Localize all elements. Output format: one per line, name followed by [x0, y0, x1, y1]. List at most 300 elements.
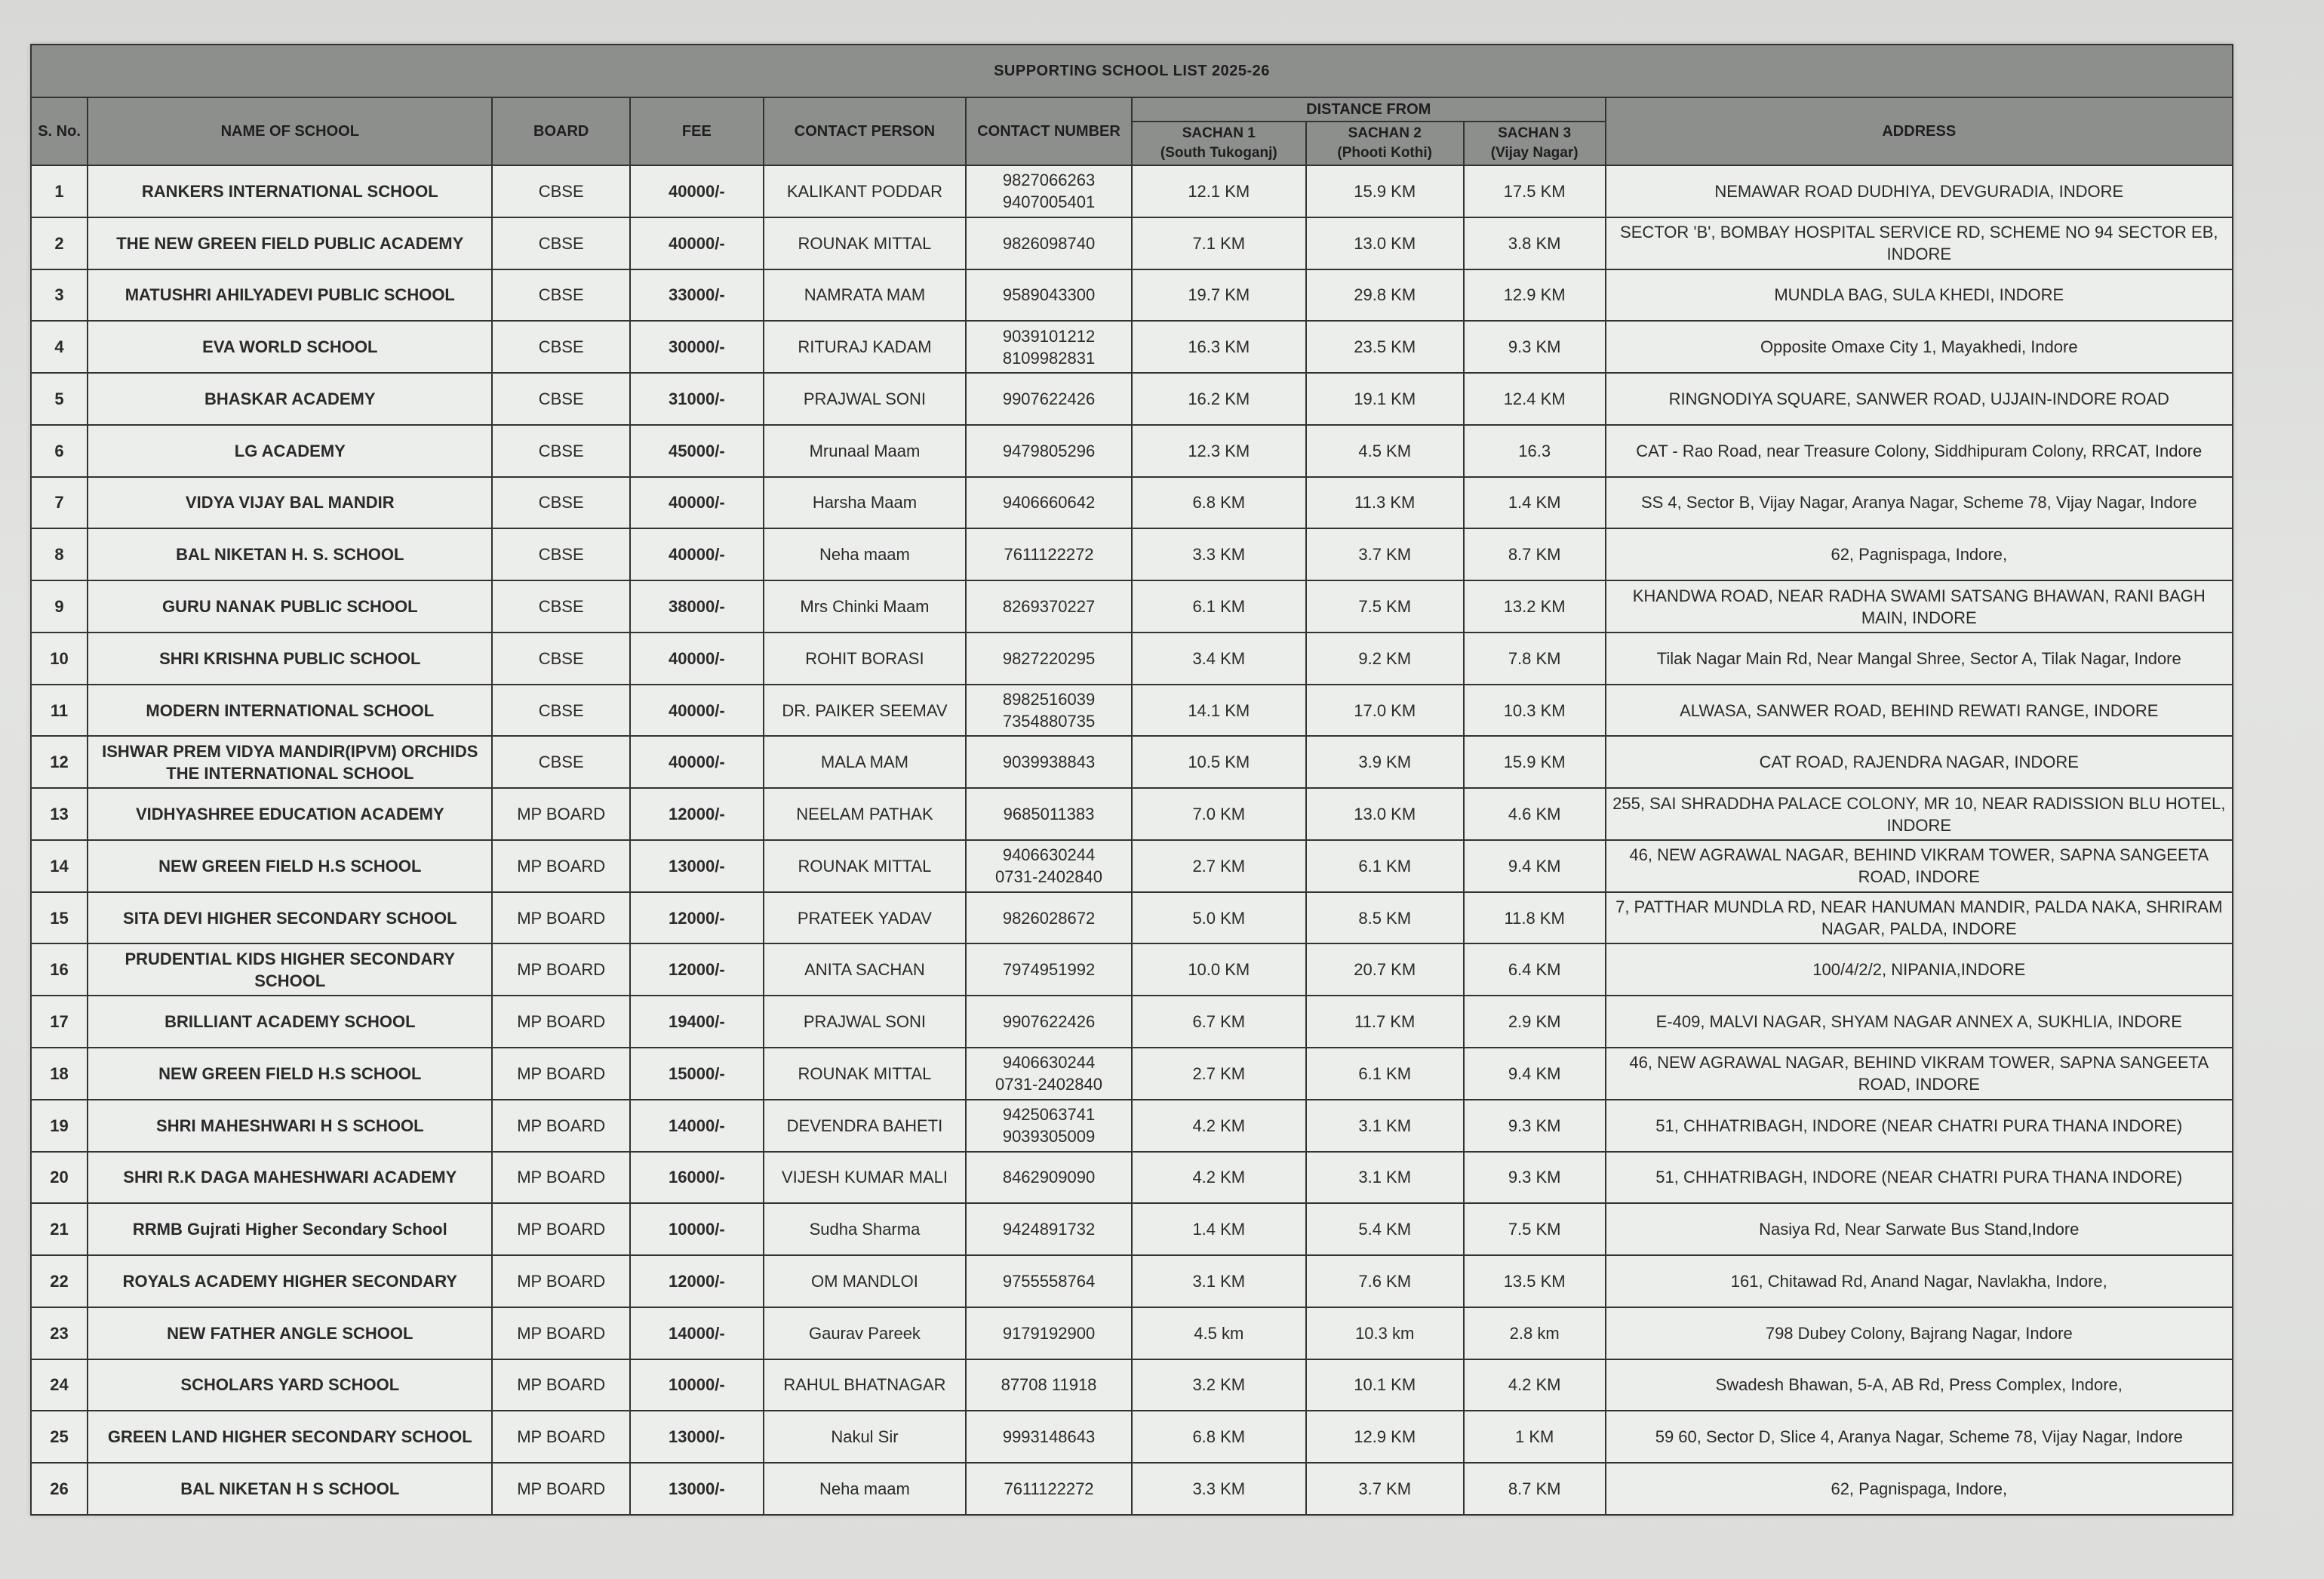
row-address: 46, NEW AGRAWAL NAGAR, BEHIND VIKRAM TOWER, SAPNA SANGEETA ROAD, INDORE — [1606, 840, 2233, 892]
row-distance-sachan1: 19.7 KM — [1132, 269, 1306, 322]
row-distance-sachan2: 13.0 KM — [1306, 217, 1464, 269]
row-contact-person: DR. PAIKER SEEMAV — [764, 685, 966, 737]
row-address: RINGNODIYA SQUARE, SANWER ROAD, UJJAIN-INDORE ROAD — [1606, 373, 2233, 425]
row-board: MP BOARD — [492, 788, 629, 840]
row-distance-sachan1: 4.2 KM — [1132, 1100, 1306, 1152]
row-fee: 10000/- — [630, 1203, 764, 1255]
row-board: MP BOARD — [492, 1307, 629, 1359]
row-school-name: GREEN LAND HIGHER SECONDARY SCHOOL — [88, 1411, 492, 1463]
row-sno: 26 — [31, 1463, 88, 1515]
row-contact-person: PRATEEK YADAV — [764, 892, 966, 944]
row-distance-sachan3: 1.4 KM — [1464, 477, 1606, 529]
row-distance-sachan1: 16.3 KM — [1132, 321, 1306, 373]
row-distance-sachan2: 11.7 KM — [1306, 996, 1464, 1048]
row-distance-sachan1: 3.3 KM — [1132, 1463, 1306, 1515]
row-contact-person: Sudha Sharma — [764, 1203, 966, 1255]
row-address: E-409, MALVI NAGAR, SHYAM NAGAR ANNEX A, SUKHLIA, INDORE — [1606, 996, 2233, 1048]
row-contact-number — [966, 736, 1132, 788]
row-address: Swadesh Bhawan, 5-A, AB Rd, Press Complex, Indore, — [1606, 1359, 2233, 1411]
row-distance-sachan3: 9.3 KM — [1464, 1152, 1606, 1204]
header-sachan1 — [1132, 122, 1306, 165]
row-distance-sachan1: 3.2 KM — [1132, 1359, 1306, 1411]
table-row — [31, 633, 2233, 685]
row-distance-sachan3: 1 KM — [1464, 1411, 1606, 1463]
row-contact-number — [966, 788, 1132, 840]
row-fee: 33000/- — [630, 269, 764, 322]
row-address: 161, Chitawad Rd, Anand Nagar, Navlakha, Indore, — [1606, 1255, 2233, 1307]
row-distance-sachan2: 10.1 KM — [1306, 1359, 1464, 1411]
row-fee: 45000/- — [630, 425, 764, 477]
row-phone-primary: 8462909090 — [1002, 1168, 1096, 1187]
row-address: ALWASA, SANWER ROAD, BEHIND REWATI RANGE, INDORE — [1606, 685, 2233, 737]
row-phone-primary: 9685011383 — [1003, 805, 1095, 824]
row-address: CAT ROAD, RAJENDRA NAGAR, INDORE — [1606, 736, 2233, 788]
row-distance-sachan3: 8.7 KM — [1464, 528, 1606, 580]
row-sno: 14 — [31, 840, 88, 892]
row-distance-sachan3: 7.8 KM — [1464, 633, 1606, 685]
row-distance-sachan3: 7.5 KM — [1464, 1203, 1606, 1255]
row-contact-number — [966, 1463, 1132, 1515]
row-school-name: SHRI R.K DAGA MAHESHWARI ACADEMY — [88, 1152, 492, 1204]
table-row — [31, 892, 2233, 944]
row-contact-person: RITURAJ KADAM — [764, 321, 966, 373]
row-sno: 18 — [31, 1048, 88, 1100]
row-school-name: MODERN INTERNATIONAL SCHOOL — [88, 685, 492, 737]
row-address: CAT - Rao Road, near Treasure Colony, Siddhipuram Colony, RRCAT, Indore — [1606, 425, 2233, 477]
table-row — [31, 996, 2233, 1048]
row-address: 51, CHHATRIBAGH, INDORE (NEAR CHATRI PURA THANA INDORE) — [1606, 1152, 2233, 1204]
header-sachan3-sub: (Vijay Nagar) — [1490, 145, 1579, 161]
header-address: ADDRESS — [1606, 97, 2233, 165]
row-sno: 7 — [31, 477, 88, 529]
row-contact-number — [966, 1152, 1132, 1204]
row-fee: 13000/- — [630, 1411, 764, 1463]
row-address: 46, NEW AGRAWAL NAGAR, BEHIND VIKRAM TOWER, SAPNA SANGEETA ROAD, INDORE — [1606, 1048, 2233, 1100]
row-contact-number — [966, 373, 1132, 425]
row-contact-person: PRAJWAL SONI — [764, 373, 966, 425]
row-phone-primary: 9907622426 — [1002, 1012, 1096, 1032]
row-board: CBSE — [492, 165, 629, 217]
row-distance-sachan2: 7.6 KM — [1306, 1255, 1464, 1307]
row-board: CBSE — [492, 736, 629, 788]
row-contact-person: DEVENDRA BAHETI — [764, 1100, 966, 1152]
row-distance-sachan3: 17.5 KM — [1464, 165, 1606, 217]
row-distance-sachan1: 14.1 KM — [1132, 685, 1306, 737]
row-school-name: NEW GREEN FIELD H.S SCHOOL — [88, 840, 492, 892]
row-school-name: BAL NIKETAN H S SCHOOL — [88, 1463, 492, 1515]
row-school-name: MATUSHRI AHILYADEVI PUBLIC SCHOOL — [88, 269, 492, 322]
row-contact-person: Mrs Chinki Maam — [764, 580, 966, 633]
row-contact-number — [966, 528, 1132, 580]
row-board: CBSE — [492, 425, 629, 477]
table-row — [31, 1255, 2233, 1307]
row-distance-sachan2: 19.1 KM — [1306, 373, 1464, 425]
row-school-name: BAL NIKETAN H. S. SCHOOL — [88, 528, 492, 580]
row-school-name: ROYALS ACADEMY HIGHER SECONDARY — [88, 1255, 492, 1307]
row-distance-sachan2: 13.0 KM — [1306, 788, 1464, 840]
row-distance-sachan3: 3.8 KM — [1464, 217, 1606, 269]
row-contact-number — [966, 217, 1132, 269]
row-distance-sachan1: 5.0 KM — [1132, 892, 1306, 944]
header-name: NAME OF SCHOOL — [88, 97, 492, 165]
table-row — [31, 580, 2233, 633]
row-address: 51, CHHATRIBAGH, INDORE (NEAR CHATRI PURA THANA INDORE) — [1606, 1100, 2233, 1152]
row-distance-sachan1: 2.7 KM — [1132, 1048, 1306, 1100]
row-fee: 40000/- — [630, 217, 764, 269]
table-row — [31, 736, 2233, 788]
row-fee: 30000/- — [630, 321, 764, 373]
row-address: Nasiya Rd, Near Sarwate Bus Stand,Indore — [1606, 1203, 2233, 1255]
row-distance-sachan2: 3.1 KM — [1306, 1152, 1464, 1204]
table-row — [31, 788, 2233, 840]
row-sno: 16 — [31, 943, 88, 996]
row-phone-primary: 7611122272 — [1004, 545, 1094, 565]
row-address: Tilak Nagar Main Rd, Near Mangal Shree, Sector A, Tilak Nagar, Indore — [1606, 633, 2233, 685]
row-board: MP BOARD — [492, 1048, 629, 1100]
row-school-name: VIDHYASHREE EDUCATION ACADEMY — [88, 788, 492, 840]
row-board: CBSE — [492, 373, 629, 425]
row-sno: 24 — [31, 1359, 88, 1411]
row-distance-sachan2: 3.7 KM — [1306, 1463, 1464, 1515]
header-sachan2-sub: (Phooti Kothi) — [1337, 145, 1432, 161]
row-phone-primary: 9039101212 — [1002, 326, 1096, 346]
row-address: 62, Pagnispaga, Indore, — [1606, 1463, 2233, 1515]
row-contact-person: Nakul Sir — [764, 1411, 966, 1463]
row-fee: 16000/- — [630, 1152, 764, 1204]
row-distance-sachan1: 10.0 KM — [1132, 943, 1306, 996]
row-fee: 12000/- — [630, 892, 764, 944]
row-contact-number — [966, 892, 1132, 944]
row-phone-primary: 9907622426 — [1002, 389, 1096, 408]
row-phone-primary: 9589043300 — [1002, 285, 1096, 305]
row-distance-sachan2: 8.5 KM — [1306, 892, 1464, 944]
row-address: 255, SAI SHRADDHA PALACE COLONY, MR 10, NEAR RADISSION BLU HOTEL, INDORE — [1606, 788, 2233, 840]
row-distance-sachan2: 6.1 KM — [1306, 1048, 1464, 1100]
row-contact-person: NEELAM PATHAK — [764, 788, 966, 840]
table-row — [31, 1359, 2233, 1411]
table-row — [31, 840, 2233, 892]
row-sno: 10 — [31, 633, 88, 685]
row-distance-sachan1: 2.7 KM — [1132, 840, 1306, 892]
table-row — [31, 321, 2233, 373]
row-distance-sachan2: 3.7 KM — [1306, 528, 1464, 580]
row-contact-person: OM MANDLOI — [764, 1255, 966, 1307]
row-school-name: LG ACADEMY — [88, 425, 492, 477]
row-school-name: THE NEW GREEN FIELD PUBLIC ACADEMY — [88, 217, 492, 269]
header-fee: FEE — [630, 97, 764, 165]
row-distance-sachan1: 4.5 km — [1132, 1307, 1306, 1359]
row-board: MP BOARD — [492, 1152, 629, 1204]
page-title: SUPPORTING SCHOOL LIST 2025-26 — [31, 45, 2233, 97]
row-school-name: ISHWAR PREM VIDYA MANDIR(IPVM) ORCHIDS THE INTERNATIONAL SCHOOL — [88, 736, 492, 788]
row-distance-sachan3: 13.5 KM — [1464, 1255, 1606, 1307]
school-rows — [31, 165, 2233, 1515]
row-address: Opposite Omaxe City 1, Mayakhedi, Indore — [1606, 321, 2233, 373]
row-distance-sachan3: 12.9 KM — [1464, 269, 1606, 322]
row-phone-primary: 9826028672 — [1002, 908, 1096, 928]
row-distance-sachan2: 5.4 KM — [1306, 1203, 1464, 1255]
row-contact-number — [966, 840, 1132, 892]
row-distance-sachan2: 3.1 KM — [1306, 1100, 1464, 1152]
row-board: CBSE — [492, 685, 629, 737]
table-row — [31, 1463, 2233, 1515]
row-contact-number — [966, 1307, 1132, 1359]
row-contact-number — [966, 1411, 1132, 1463]
row-board: MP BOARD — [492, 1359, 629, 1411]
row-sno: 13 — [31, 788, 88, 840]
row-sno: 4 — [31, 321, 88, 373]
row-distance-sachan3: 6.4 KM — [1464, 943, 1606, 996]
row-distance-sachan1: 10.5 KM — [1132, 736, 1306, 788]
row-contact-person: NAMRATA MAM — [764, 269, 966, 322]
row-board: MP BOARD — [492, 996, 629, 1048]
table-row — [31, 165, 2233, 217]
header-sachan1-sub: (South Tukoganj) — [1160, 145, 1277, 161]
header-board: BOARD — [492, 97, 629, 165]
row-distance-sachan3: 2.8 km — [1464, 1307, 1606, 1359]
row-distance-sachan3: 12.4 KM — [1464, 373, 1606, 425]
row-phone-primary: 7974951992 — [1002, 960, 1096, 980]
row-contact-person: Gaurav Pareek — [764, 1307, 966, 1359]
row-sno: 11 — [31, 685, 88, 737]
row-school-name: SITA DEVI HIGHER SECONDARY SCHOOL — [88, 892, 492, 944]
row-board: MP BOARD — [492, 1411, 629, 1463]
row-distance-sachan2: 23.5 KM — [1306, 321, 1464, 373]
row-sno: 22 — [31, 1255, 88, 1307]
header-sno: S. No. — [31, 97, 88, 165]
row-distance-sachan2: 15.9 KM — [1306, 165, 1464, 217]
row-contact-person: ROUNAK MITTAL — [764, 217, 966, 269]
row-fee: 15000/- — [630, 1048, 764, 1100]
row-distance-sachan1: 1.4 KM — [1132, 1203, 1306, 1255]
row-board: CBSE — [492, 633, 629, 685]
row-phone-secondary: 8109982831 — [1002, 348, 1096, 368]
row-address: SS 4, Sector B, Vijay Nagar, Aranya Nagar, Scheme 78, Vijay Nagar, Indore — [1606, 477, 2233, 529]
row-distance-sachan1: 6.8 KM — [1132, 477, 1306, 529]
table-row — [31, 1152, 2233, 1204]
row-phone-secondary: 7354880735 — [1002, 712, 1096, 731]
row-sno: 21 — [31, 1203, 88, 1255]
table-row — [31, 1411, 2233, 1463]
row-address: MUNDLA BAG, SULA KHEDI, INDORE — [1606, 269, 2233, 322]
row-contact-number — [966, 1203, 1132, 1255]
row-sno: 20 — [31, 1152, 88, 1204]
row-address: 798 Dubey Colony, Bajrang Nagar, Indore — [1606, 1307, 2233, 1359]
row-distance-sachan3: 13.2 KM — [1464, 580, 1606, 633]
row-address: 62, Pagnispaga, Indore, — [1606, 528, 2233, 580]
row-school-name: BHASKAR ACADEMY — [88, 373, 492, 425]
row-phone-primary: 9827066263 — [1002, 171, 1096, 190]
row-distance-sachan3: 16.3 — [1464, 425, 1606, 477]
row-phone-secondary: 9039305009 — [1002, 1127, 1096, 1147]
row-distance-sachan3: 9.4 KM — [1464, 840, 1606, 892]
row-distance-sachan1: 6.1 KM — [1132, 580, 1306, 633]
row-school-name: VIDYA VIJAY BAL MANDIR — [88, 477, 492, 529]
row-sno: 15 — [31, 892, 88, 944]
row-phone-secondary: 0731-2402840 — [995, 867, 1102, 887]
table-row — [31, 425, 2233, 477]
school-list-table — [30, 44, 2233, 1516]
row-fee: 10000/- — [630, 1359, 764, 1411]
header-distance-from: DISTANCE FROM — [1132, 97, 1606, 122]
row-fee: 13000/- — [630, 840, 764, 892]
row-contact-number — [966, 165, 1132, 217]
row-contact-person: ANITA SACHAN — [764, 943, 966, 996]
row-phone-primary: 9424891732 — [1002, 1220, 1096, 1239]
row-contact-person: KALIKANT PODDAR — [764, 165, 966, 217]
row-sno: 25 — [31, 1411, 88, 1463]
row-fee: 19400/- — [630, 996, 764, 1048]
row-board: MP BOARD — [492, 1203, 629, 1255]
row-fee: 40000/- — [630, 528, 764, 580]
header-sachan3-label: SACHAN 3 — [1498, 125, 1572, 141]
row-phone-primary: 8269370227 — [1002, 597, 1096, 616]
row-distance-sachan1: 12.3 KM — [1132, 425, 1306, 477]
row-address: SECTOR 'B', BOMBAY HOSPITAL SERVICE RD, SCHEME NO 94 SECTOR EB, INDORE — [1606, 217, 2233, 269]
header-sachan1-label: SACHAN 1 — [1182, 125, 1256, 141]
row-contact-person: Mrunaal Maam — [764, 425, 966, 477]
row-phone-primary: 9479805296 — [1002, 441, 1096, 460]
row-fee: 14000/- — [630, 1307, 764, 1359]
row-distance-sachan3: 9.3 KM — [1464, 1100, 1606, 1152]
row-fee: 38000/- — [630, 580, 764, 633]
table-row — [31, 477, 2233, 529]
row-school-name: SHRI KRISHNA PUBLIC SCHOOL — [88, 633, 492, 685]
row-sno: 2 — [31, 217, 88, 269]
row-phone-primary: 7611122272 — [1004, 1479, 1094, 1499]
row-sno: 3 — [31, 269, 88, 322]
row-address: 7, PATTHAR MUNDLA RD, NEAR HANUMAN MANDIR, PALDA NAKA, SHRIRAM NAGAR, PALDA, INDORE — [1606, 892, 2233, 944]
row-phone-primary: 9425063741 — [1002, 1105, 1096, 1125]
row-distance-sachan1: 4.2 KM — [1132, 1152, 1306, 1204]
row-phone-primary: 9406630244 — [1002, 845, 1096, 865]
row-distance-sachan2: 9.2 KM — [1306, 633, 1464, 685]
row-address: 100/4/2/2, NIPANIA,INDORE — [1606, 943, 2233, 996]
row-phone-secondary: 9407005401 — [1002, 192, 1096, 212]
table-row — [31, 1048, 2233, 1100]
table-row — [31, 217, 2233, 269]
row-distance-sachan2: 29.8 KM — [1306, 269, 1464, 322]
row-distance-sachan3: 8.7 KM — [1464, 1463, 1606, 1515]
row-phone-primary: 9827220295 — [1002, 648, 1096, 668]
row-contact-person: Neha maam — [764, 528, 966, 580]
row-fee: 31000/- — [630, 373, 764, 425]
row-distance-sachan1: 7.1 KM — [1132, 217, 1306, 269]
row-school-name: RANKERS INTERNATIONAL SCHOOL — [88, 165, 492, 217]
row-sno: 17 — [31, 996, 88, 1048]
row-school-name: RRMB Gujrati Higher Secondary School — [88, 1203, 492, 1255]
row-phone-primary: 9755558764 — [1002, 1271, 1096, 1291]
row-distance-sachan3: 4.2 KM — [1464, 1359, 1606, 1411]
row-board: MP BOARD — [492, 892, 629, 944]
row-contact-number — [966, 943, 1132, 996]
row-contact-number — [966, 477, 1132, 529]
row-phone-primary: 9179192900 — [1002, 1323, 1096, 1343]
row-contact-number — [966, 1255, 1132, 1307]
row-address: NEMAWAR ROAD DUDHIYA, DEVGURADIA, INDORE — [1606, 165, 2233, 217]
row-contact-number — [966, 996, 1132, 1048]
row-contact-person: Harsha Maam — [764, 477, 966, 529]
row-distance-sachan1: 12.1 KM — [1132, 165, 1306, 217]
row-contact-person: ROUNAK MITTAL — [764, 840, 966, 892]
row-distance-sachan3: 15.9 KM — [1464, 736, 1606, 788]
row-distance-sachan3: 2.9 KM — [1464, 996, 1606, 1048]
header-contact-person: CONTACT PERSON — [764, 97, 966, 165]
row-distance-sachan1: 6.8 KM — [1132, 1411, 1306, 1463]
row-fee: 12000/- — [630, 788, 764, 840]
row-school-name: PRUDENTIAL KIDS HIGHER SECONDARY SCHOOL — [88, 943, 492, 996]
row-board: MP BOARD — [492, 1100, 629, 1152]
row-contact-number — [966, 633, 1132, 685]
header-contact-number: CONTACT NUMBER — [966, 97, 1132, 165]
row-school-name: BRILLIANT ACADEMY SCHOOL — [88, 996, 492, 1048]
row-board: CBSE — [492, 269, 629, 322]
row-contact-number — [966, 1359, 1132, 1411]
row-phone-primary: 9993148643 — [1002, 1427, 1096, 1447]
row-distance-sachan3: 11.8 KM — [1464, 892, 1606, 944]
row-phone-primary: 9406660642 — [1002, 493, 1096, 512]
row-school-name: SHRI MAHESHWARI H S SCHOOL — [88, 1100, 492, 1152]
table-row — [31, 943, 2233, 996]
row-fee: 40000/- — [630, 633, 764, 685]
row-contact-number — [966, 685, 1132, 737]
row-board: CBSE — [492, 528, 629, 580]
row-contact-person: RAHUL BHATNAGAR — [764, 1359, 966, 1411]
row-board: MP BOARD — [492, 1255, 629, 1307]
table-row — [31, 373, 2233, 425]
row-contact-person: VIJESH KUMAR MALI — [764, 1152, 966, 1204]
row-phone-primary: 8982516039 — [1002, 690, 1096, 709]
row-distance-sachan1: 6.7 KM — [1132, 996, 1306, 1048]
row-contact-person: MALA MAM — [764, 736, 966, 788]
table-row — [31, 1203, 2233, 1255]
row-contact-person: ROUNAK MITTAL — [764, 1048, 966, 1100]
row-sno: 6 — [31, 425, 88, 477]
row-distance-sachan3: 4.6 KM — [1464, 788, 1606, 840]
row-fee: 40000/- — [630, 165, 764, 217]
row-phone-secondary: 0731-2402840 — [995, 1075, 1102, 1094]
row-distance-sachan1: 16.2 KM — [1132, 373, 1306, 425]
row-board: MP BOARD — [492, 1463, 629, 1515]
table-row — [31, 685, 2233, 737]
row-distance-sachan2: 7.5 KM — [1306, 580, 1464, 633]
row-fee: 13000/- — [630, 1463, 764, 1515]
header-sachan2-label: SACHAN 2 — [1348, 125, 1422, 141]
row-phone-primary: 9406630244 — [1002, 1053, 1096, 1073]
row-distance-sachan2: 4.5 KM — [1306, 425, 1464, 477]
row-distance-sachan2: 10.3 km — [1306, 1307, 1464, 1359]
row-contact-number — [966, 580, 1132, 633]
row-sno: 23 — [31, 1307, 88, 1359]
row-school-name: NEW GREEN FIELD H.S SCHOOL — [88, 1048, 492, 1100]
row-address: 59 60, Sector D, Slice 4, Aranya Nagar, Scheme 78, Vijay Nagar, Indore — [1606, 1411, 2233, 1463]
row-fee: 12000/- — [630, 1255, 764, 1307]
row-distance-sachan2: 17.0 KM — [1306, 685, 1464, 737]
row-school-name: NEW FATHER ANGLE SCHOOL — [88, 1307, 492, 1359]
row-distance-sachan1: 3.4 KM — [1132, 633, 1306, 685]
row-contact-number — [966, 1100, 1132, 1152]
row-distance-sachan3: 9.4 KM — [1464, 1048, 1606, 1100]
row-distance-sachan2: 20.7 KM — [1306, 943, 1464, 996]
row-distance-sachan3: 9.3 KM — [1464, 321, 1606, 373]
row-fee: 14000/- — [630, 1100, 764, 1152]
row-contact-person: ROHIT BORASI — [764, 633, 966, 685]
row-fee: 40000/- — [630, 477, 764, 529]
row-board: CBSE — [492, 321, 629, 373]
row-contact-person: PRAJWAL SONI — [764, 996, 966, 1048]
row-phone-primary: 9039938843 — [1002, 753, 1096, 772]
row-sno: 1 — [31, 165, 88, 217]
